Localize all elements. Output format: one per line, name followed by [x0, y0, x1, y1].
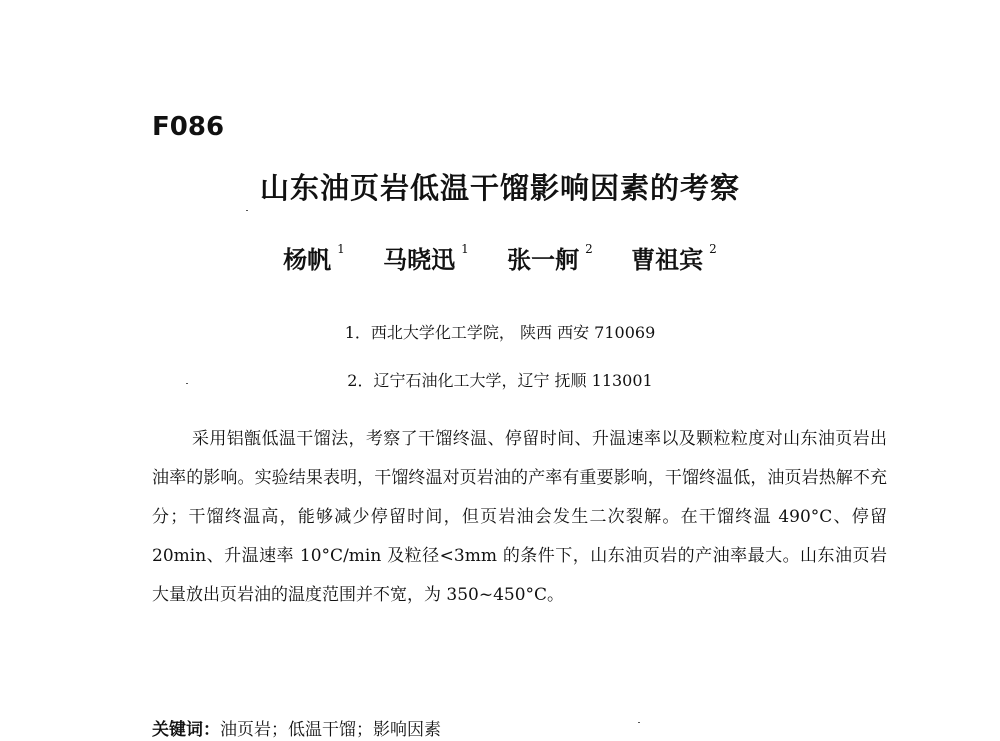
scan-speck: [246, 210, 248, 211]
author-name: 张一舸: [507, 246, 580, 274]
abstract: 采用铝甑低温干馏法，考察了干馏终温、停留时间、升温速率以及颗粒粒度对山东油页岩出油率的影响。实验结果表明，干馏终温对页岩油的产率有重要影响，干馏终温低，油页岩热解不充分；干馏终温高，能够减少停留时间，但页岩油会发生二次裂解。在干馏终温 490°C、停留 20min、升温速率 10°C/min 及粒径<3mm 的条件下，山东油页岩的产油率最大。山东油页岩大量放出页岩油的温度范围并不宽，为 350~450°C。: [152, 429, 887, 605]
affiliation-mark: 1: [337, 242, 345, 256]
keywords-label: 关键词：: [152, 720, 220, 740]
scan-speck: [186, 383, 188, 384]
affiliation-mark: 1: [461, 242, 469, 256]
paper-code: F086: [152, 112, 225, 142]
affiliation-mark: 2: [585, 242, 593, 256]
author: [507, 240, 593, 275]
keywords: [152, 715, 441, 740]
author-name: 曹祖宾: [631, 246, 704, 274]
author-list: [0, 240, 1000, 275]
author: [631, 240, 717, 275]
affiliation-1: 1．西北大学化工学院， 陕西 西安 710069: [344, 323, 656, 342]
affiliation-mark: 2: [709, 242, 717, 256]
author: [283, 240, 345, 275]
author: [383, 240, 469, 275]
author-name: 杨帆: [283, 246, 332, 274]
affiliation-2: 2．辽宁石油化工大学，辽宁 抚顺 113001: [347, 371, 653, 390]
scan-speck: [638, 722, 640, 723]
paper-title: 山东油页岩低温干馏影响因素的考察: [259, 171, 740, 205]
author-name: 马晓迅: [383, 246, 456, 274]
keywords-text: 油页岩；低温干馏；影响因素: [220, 720, 441, 740]
